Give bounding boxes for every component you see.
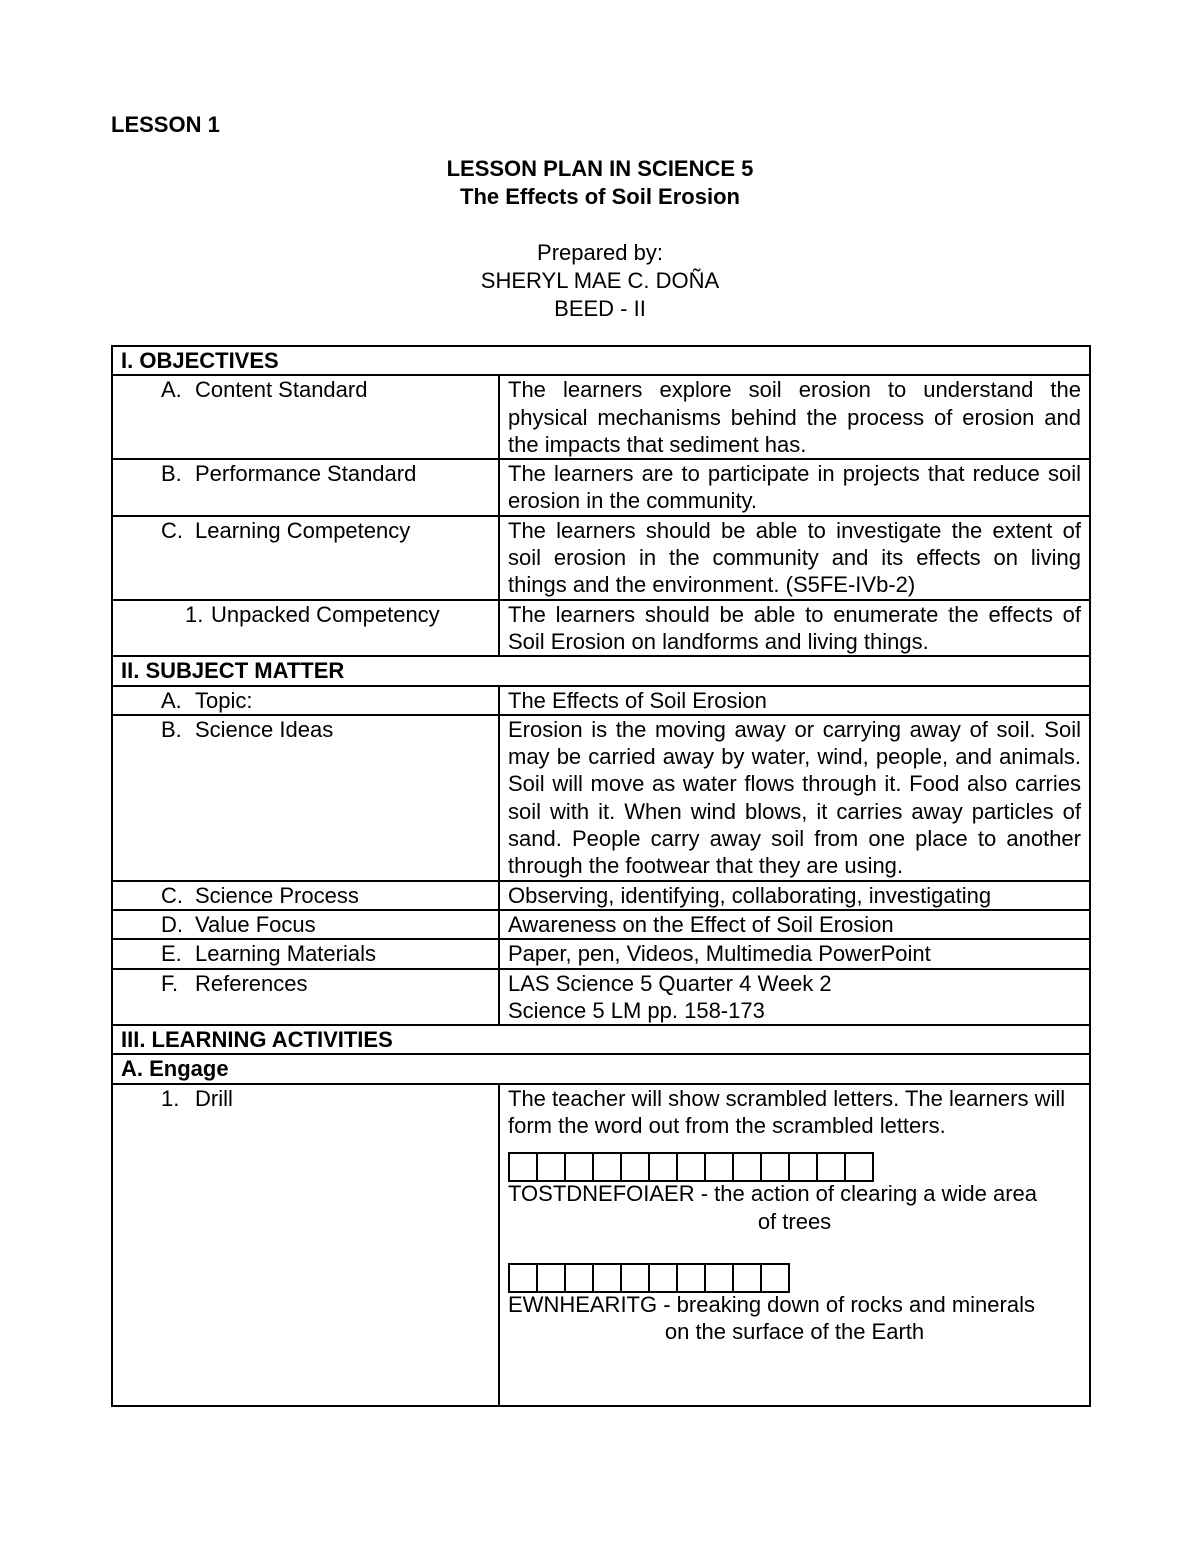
drill-instruction: The teacher will show scrambled letters. The learners will form the word out from the scrambled letters. bbox=[508, 1085, 1066, 1139]
letter-boxes-puzzle-1 bbox=[508, 1152, 1081, 1180]
table-row bbox=[112, 939, 1090, 968]
letter-box bbox=[508, 1152, 538, 1182]
letter-box bbox=[732, 1152, 762, 1182]
table-row bbox=[112, 1084, 1090, 1406]
drill-label: 1. Drill bbox=[112, 1084, 499, 1406]
table-row bbox=[112, 715, 1090, 881]
letter-boxes-puzzle-2 bbox=[508, 1263, 1081, 1291]
course-label: BEED - II bbox=[554, 296, 646, 321]
letter-box bbox=[760, 1263, 790, 1293]
letter-box bbox=[788, 1152, 818, 1182]
table-row bbox=[112, 686, 1090, 715]
table-row bbox=[112, 600, 1090, 657]
value-focus-value: Awareness on the Effect of Soil Erosion bbox=[499, 910, 1090, 939]
letter-box bbox=[536, 1263, 566, 1293]
lesson-plan-table bbox=[111, 345, 1091, 1407]
table-row bbox=[112, 656, 1090, 685]
science-process-value: Observing, identifying, collaborating, investigating bbox=[499, 881, 1090, 910]
drill-content bbox=[499, 1084, 1090, 1406]
puzzle-1-clue: TOSTDNEFOIAER - the action of clearing a wide area bbox=[508, 1181, 1038, 1207]
letter-box bbox=[564, 1263, 594, 1293]
unpacked-competency-value: The learners should be able to enumerate the effects of Soil Erosion on landforms and living things. bbox=[499, 600, 1090, 657]
letter-box bbox=[704, 1152, 734, 1182]
letter-box bbox=[564, 1152, 594, 1182]
document-subtitle: The Effects of Soil Erosion bbox=[460, 184, 740, 209]
science-process-label: C. Science Process bbox=[112, 881, 499, 910]
letter-box bbox=[760, 1152, 790, 1182]
letter-box bbox=[648, 1263, 678, 1293]
topic-value: The Effects of Soil Erosion bbox=[499, 686, 1090, 715]
references-label: F. References bbox=[112, 969, 499, 1026]
table-row bbox=[112, 910, 1090, 939]
table-row bbox=[112, 1054, 1090, 1083]
learning-activities-heading: III. LEARNING ACTIVITIES bbox=[112, 1025, 1090, 1054]
letter-box bbox=[620, 1152, 650, 1182]
learning-competency-value: The learners should be able to investigate the extent of soil erosion in the community and its effects on living things and the environment. (S5FE-IVb-2) bbox=[499, 516, 1090, 600]
letter-box bbox=[592, 1263, 622, 1293]
references-value bbox=[499, 969, 1090, 1026]
science-ideas-value: Erosion is the moving away or carrying away of soil. Soil may be carried away by water, wind, people, and animals. Soil will move as water flows through it. Food also carries soil with it. When wind blows, it carries away particles of sand. People carry away soil from one place to another through the footwear that they are using. bbox=[499, 715, 1090, 881]
prepared-by-label: Prepared by: bbox=[537, 240, 663, 265]
performance-standard-label: B. Performance Standard bbox=[112, 459, 499, 516]
letter-box bbox=[844, 1152, 874, 1182]
table-row bbox=[112, 881, 1090, 910]
letter-box bbox=[676, 1263, 706, 1293]
table-row bbox=[112, 375, 1090, 459]
lesson-label: LESSON 1 bbox=[111, 112, 220, 137]
performance-standard-value: The learners are to participate in projects that reduce soil erosion in the community. bbox=[499, 459, 1090, 516]
letter-box bbox=[676, 1152, 706, 1182]
puzzle-2-clue: EWNHEARITG - breaking down of rocks and minerals bbox=[508, 1291, 1035, 1317]
puzzle-2-clue-continued: on the surface of the Earth bbox=[664, 1319, 925, 1345]
table-row bbox=[112, 969, 1090, 1026]
engage-heading: A. Engage bbox=[112, 1054, 1090, 1083]
letter-box bbox=[704, 1263, 734, 1293]
reference-line: LAS Science 5 Quarter 4 Week 2 bbox=[508, 970, 832, 996]
document-title: LESSON PLAN IN SCIENCE 5 bbox=[446, 156, 754, 181]
letter-box bbox=[620, 1263, 650, 1293]
topic-label: A. Topic: bbox=[112, 686, 499, 715]
value-focus-label: D. Value Focus bbox=[112, 910, 499, 939]
table-row bbox=[112, 1025, 1090, 1054]
document-header bbox=[0, 155, 1200, 323]
science-ideas-label: B. Science Ideas bbox=[112, 715, 499, 881]
learning-competency-label: C. Learning Competency bbox=[112, 516, 499, 600]
content-standard-label: A. Content Standard bbox=[112, 375, 499, 459]
letter-box bbox=[816, 1152, 846, 1182]
unpacked-competency-label: 1. Unpacked Competency bbox=[112, 600, 499, 657]
table-row bbox=[112, 346, 1090, 375]
objectives-heading: I. OBJECTIVES bbox=[112, 346, 1090, 375]
subject-matter-heading: II. SUBJECT MATTER bbox=[112, 656, 1090, 685]
author-name: SHERYL MAE C. DOÑA bbox=[480, 268, 720, 293]
letter-box bbox=[592, 1152, 622, 1182]
reference-line: Science 5 LM pp. 158-173 bbox=[508, 997, 765, 1023]
learning-materials-value: Paper, pen, Videos, Multimedia PowerPoint bbox=[499, 939, 1090, 968]
content-standard-value: The learners explore soil erosion to understand the physical mechanisms behind the process of erosion and the impacts that sediment has. bbox=[499, 375, 1090, 459]
table-row bbox=[112, 516, 1090, 600]
letter-box bbox=[648, 1152, 678, 1182]
letter-box bbox=[732, 1263, 762, 1293]
table-row bbox=[112, 459, 1090, 516]
learning-materials-label: E. Learning Materials bbox=[112, 939, 499, 968]
letter-box bbox=[536, 1152, 566, 1182]
puzzle-1-clue-continued: of trees bbox=[757, 1208, 832, 1234]
letter-box bbox=[508, 1263, 538, 1293]
